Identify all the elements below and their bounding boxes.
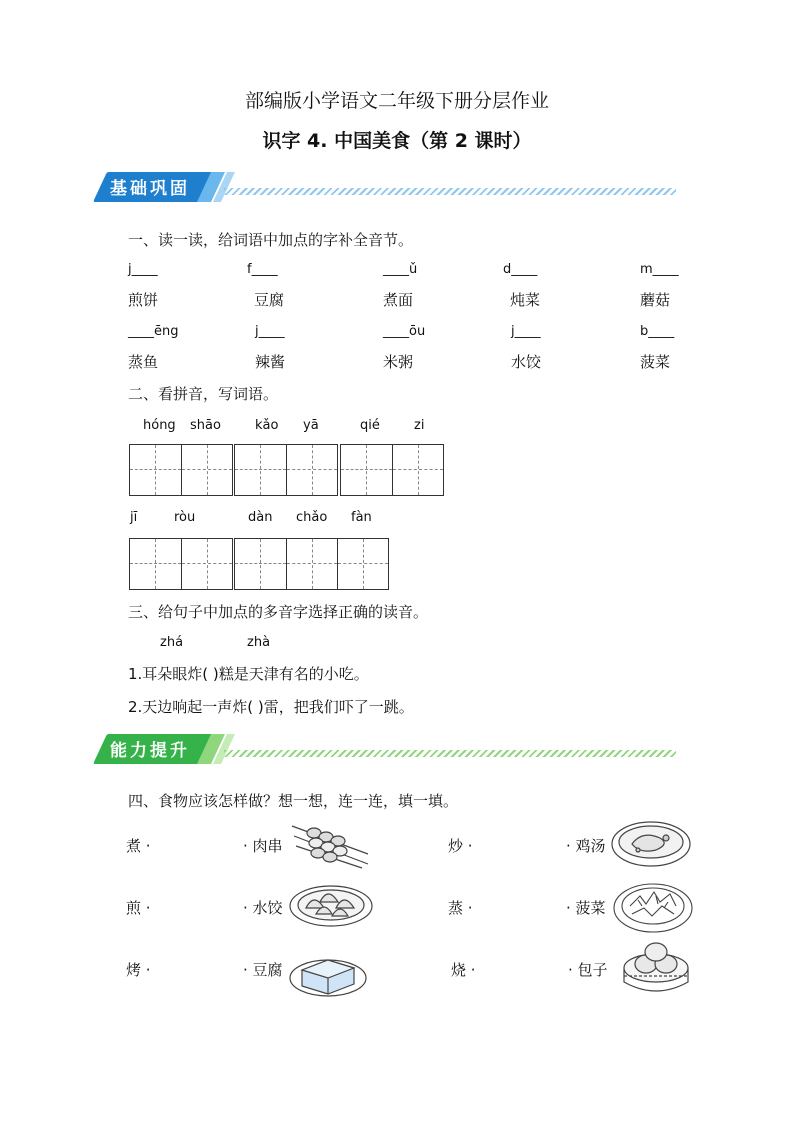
cooking-verb[interactable]: 炒 ·	[448, 837, 473, 855]
pinyin-blank[interactable]: f____	[247, 262, 278, 277]
food-item[interactable]: · 鸡汤	[566, 837, 606, 855]
writing-grid[interactable]	[340, 444, 444, 496]
pinyin-blank[interactable]: ____ǔ	[383, 262, 418, 277]
word: 煎饼	[128, 291, 159, 309]
food-item[interactable]: · 豆腐	[243, 961, 283, 979]
word: 水饺	[511, 353, 542, 371]
cooking-verb[interactable]: 烤 ·	[126, 961, 151, 979]
word: 炖菜	[510, 291, 541, 309]
pinyin-option: zhá	[160, 635, 184, 650]
question-2-title: 二、看拼音，写词语。	[128, 385, 279, 403]
pinyin-blank[interactable]: j____	[255, 324, 285, 339]
word: 米粥	[383, 353, 414, 371]
pinyin: shāo	[190, 418, 221, 433]
meat-skewers-image	[290, 818, 370, 870]
cooking-verb[interactable]: 煎 ·	[126, 899, 151, 917]
question-1-title: 一、读一读，给词语中加点的字补全音节。	[128, 231, 414, 249]
cooking-verb[interactable]: 烧 ·	[451, 961, 476, 979]
pinyin: zi	[414, 418, 425, 433]
steamed-buns-image	[618, 938, 694, 1000]
pinyin-blank[interactable]: ____ēng	[128, 324, 179, 339]
chicken-soup-image	[610, 818, 692, 868]
food-item[interactable]: · 水饺	[243, 899, 283, 917]
pinyin-option: zhà	[247, 635, 271, 650]
pinyin-blank[interactable]: d____	[503, 262, 538, 277]
pinyin-blank[interactable]: ____ōu	[383, 324, 426, 339]
pinyin: qié	[360, 418, 380, 433]
writing-grid[interactable]	[129, 538, 233, 590]
pinyin: ròu	[174, 510, 196, 525]
writing-grid[interactable]	[234, 444, 338, 496]
food-item[interactable]: · 肉串	[243, 837, 283, 855]
sentence-2: 2.天边响起一声炸( )雷，把我们吓了一跳。	[128, 698, 414, 716]
word: 菠菜	[640, 353, 671, 371]
tofu-image	[288, 940, 368, 1000]
writing-grid[interactable]	[234, 538, 389, 590]
pinyin: yā	[303, 418, 319, 433]
section-banner-label: 能力提升	[110, 741, 190, 761]
sentence-1: 1.耳朵眼炸( )糕是天津有名的小吃。	[128, 665, 369, 683]
question-3-title: 三、给句子中加点的多音字选择正确的读音。	[128, 603, 429, 621]
word: 蘑菇	[640, 291, 671, 309]
pinyin: chǎo	[296, 510, 328, 525]
spinach-dish-image	[612, 876, 694, 936]
lesson-title: 识字 4. 中国美食（第 2 课时）	[262, 130, 532, 152]
pinyin-blank[interactable]: j____	[511, 324, 541, 339]
word: 蒸鱼	[128, 353, 159, 371]
pinyin-blank[interactable]: m____	[640, 262, 679, 277]
pinyin: kǎo	[255, 418, 279, 433]
word: 煮面	[383, 291, 414, 309]
dumplings-plate-image	[288, 880, 374, 928]
pinyin: dàn	[248, 510, 273, 525]
word: 辣酱	[255, 353, 286, 371]
section-banner-advanced	[96, 732, 676, 776]
food-item[interactable]: · 包子	[568, 961, 608, 979]
writing-grid[interactable]	[129, 444, 233, 496]
pinyin: jī	[130, 510, 138, 525]
pinyin: hóng	[143, 418, 176, 433]
pinyin-blank[interactable]: b____	[640, 324, 675, 339]
cooking-verb[interactable]: 煮 ·	[126, 837, 151, 855]
question-4-title: 四、食物应该怎样做？想一想，连一连，填一填。	[128, 792, 459, 810]
food-item[interactable]: · 菠菜	[566, 899, 606, 917]
section-banner-label: 基础巩固	[110, 179, 190, 199]
pinyin-blank[interactable]: j____	[128, 262, 158, 277]
pinyin: fàn	[351, 510, 372, 525]
document-title: 部编版小学语文二年级下册分层作业	[244, 90, 549, 112]
cooking-verb[interactable]: 蒸 ·	[448, 899, 473, 917]
section-banner-basic	[96, 170, 676, 214]
word: 豆腐	[254, 291, 285, 309]
